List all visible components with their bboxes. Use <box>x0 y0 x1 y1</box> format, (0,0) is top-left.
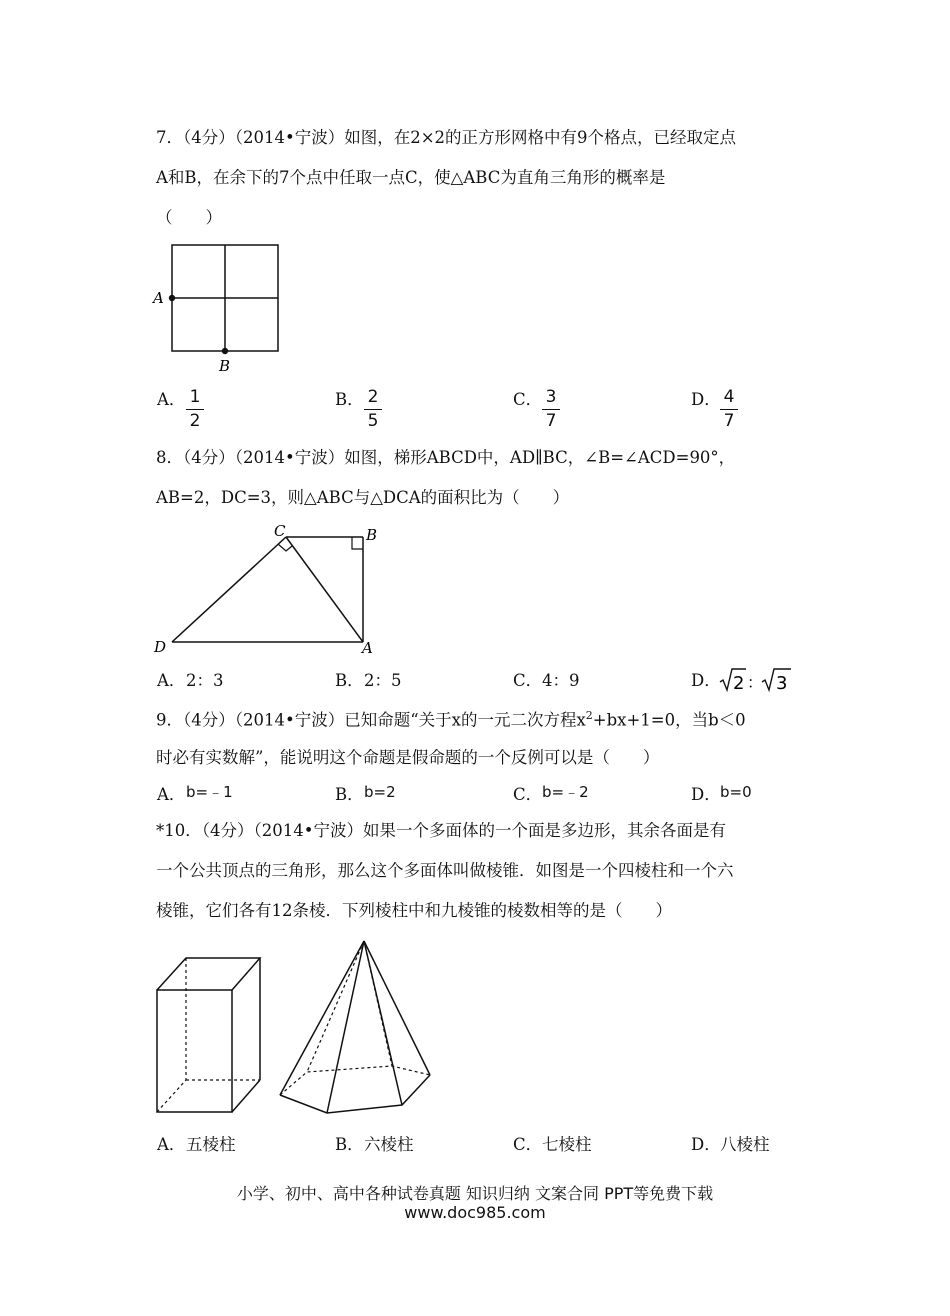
q10-option-a-text: 五棱柱 <box>186 1135 236 1154</box>
q7-grid-figure <box>150 238 290 378</box>
prism-top-face <box>157 958 260 990</box>
q7-label-b: B <box>219 357 231 375</box>
q7-option-a-fraction <box>186 389 204 430</box>
q10-option-d-letter: D． <box>691 1135 721 1154</box>
q7-line2: A和B，在余下的7个点中任取一点C，使△ABC为直角三角形的概率是 <box>156 168 666 187</box>
q9-line2: 时必有实数解”，能说明这个命题是假命题的一个反例可以是（ ） <box>156 748 660 767</box>
q7-option-a-den: 2 <box>189 411 201 431</box>
q7-option-c-den: 7 <box>545 411 557 431</box>
q10-option-b-letter: B． <box>335 1135 364 1154</box>
q10-line3: 棱锥，它们各有12条棱．下列棱柱中和九棱锥的棱数相等的是（ ） <box>156 901 672 920</box>
q8-option-c-letter: C． <box>513 671 543 690</box>
q8-label-a: A <box>362 639 373 657</box>
q7-label-a: A <box>153 289 164 307</box>
q10-option-d-text: 八棱柱 <box>720 1135 770 1154</box>
pyramid-hidden-edge-1 <box>307 941 364 1072</box>
q7-point-a <box>169 295 175 301</box>
q8-right-angle-b <box>352 537 363 549</box>
q8-line2: AB=2，DC=3，则△ABC与△DCA的面积比为（ ） <box>156 488 570 507</box>
footer-website-link[interactable]: www.doc985.com <box>404 1203 546 1222</box>
q8-option-b-letter: B． <box>335 671 364 690</box>
pyramid-front-base <box>280 1075 430 1113</box>
q9-line1 <box>156 710 746 729</box>
q10-option-c-letter: C． <box>513 1135 543 1154</box>
q8-option-d-radicand-2: 3 <box>776 673 788 694</box>
q8-option-a-text: 2：3 <box>186 671 224 690</box>
q8-right-angle-c <box>278 544 292 551</box>
q9-option-c-letter: C． <box>513 785 543 804</box>
q10-prism-figure <box>150 950 270 1120</box>
q9-line1-pre: 9．（4分）（2014•宁波）已知命题“关于x的一元二次方程x <box>156 710 586 730</box>
q8-side-dc <box>172 537 286 642</box>
prism-hidden-diagonal <box>157 1080 186 1112</box>
q8-label-d: D <box>154 638 167 656</box>
q8-diagonal-ca <box>286 537 363 642</box>
pyramid-edge-2 <box>327 941 364 1113</box>
prism-front-face <box>157 990 232 1112</box>
pyramid-edge-4 <box>364 941 430 1075</box>
q8-label-c: C <box>274 522 286 540</box>
q9-option-b-letter: B． <box>335 785 364 804</box>
q9-option-a-letter: A． <box>157 785 186 804</box>
q10-pyramid-figure <box>272 935 442 1115</box>
pyramid-hidden-base <box>280 1066 430 1095</box>
q8-option-d-radicand-1: 2 <box>733 673 745 694</box>
q10-line1: *10．（4分）（2014•宁波）如果一个多面体的一个面是多边形，其余各面是有 <box>156 821 726 840</box>
q8-trapezoid-figure <box>150 520 390 660</box>
q9-superscript: 2 <box>585 709 593 722</box>
q7-option-c-letter: C． <box>513 390 543 409</box>
q9-option-b-text: b=2 <box>364 783 396 801</box>
q8-option-a-letter: A． <box>157 671 186 690</box>
q9-option-a-text: b=﹣1 <box>186 783 233 801</box>
prism-bottom-right-edge <box>232 1080 260 1112</box>
q10-option-a-letter: A． <box>157 1135 186 1154</box>
q9-option-c-text: b=﹣2 <box>542 783 589 801</box>
q8-option-d-letter: D． <box>691 671 721 690</box>
q10-line2: 一个公共顶点的三角形，那么这个多面体叫做棱锥．如图是一个四棱柱和一个六 <box>156 861 734 880</box>
q10-option-b-text: 六棱柱 <box>364 1135 414 1154</box>
q7-option-b-letter: B． <box>335 390 364 409</box>
q7-option-d-letter: D． <box>691 390 721 409</box>
q8-option-b-text: 2：5 <box>364 671 402 690</box>
q8-option-d-separator: ： <box>747 673 764 692</box>
q7-option-c-fraction <box>542 389 560 430</box>
q8-label-b: B <box>366 526 378 544</box>
q7-option-a-num: 1 <box>186 389 204 410</box>
q8-option-c-text: 4：9 <box>542 671 580 690</box>
q10-option-c-text: 七棱柱 <box>542 1135 592 1154</box>
q9-option-d-letter: D． <box>691 785 721 804</box>
q9-line1-post: +bx+1=0，当b＜0 <box>592 710 746 730</box>
q7-answer-paren: （ ） <box>156 208 222 227</box>
q7-option-c-num: 3 <box>542 389 560 410</box>
q9-option-d-text: b=0 <box>720 783 752 801</box>
q7-line1: 7．（4分）（2014•宁波）如图，在2×2的正方形网格中有9个格点，已经取定点 <box>156 128 737 147</box>
q7-option-d-fraction <box>720 389 738 430</box>
q8-option-d-radicals <box>718 666 798 694</box>
q8-line1: 8．（4分）（2014•宁波）如图，梯形ABCD中，AD∥BC，∠B=∠ACD=90°， <box>156 448 736 467</box>
q7-option-d-den: 7 <box>723 411 735 431</box>
pyramid-edge-1 <box>280 941 364 1095</box>
footer-promo-text: 小学、初中、高中各种试卷真题 知识归纳 文案合同 PPT等免费下载 <box>236 1184 714 1203</box>
q7-option-a-letter: A． <box>157 390 186 409</box>
q7-point-b <box>222 348 228 354</box>
q7-option-b-fraction <box>364 389 382 430</box>
q7-option-d-num: 4 <box>720 389 738 410</box>
q7-option-b-num: 2 <box>364 389 382 410</box>
q7-option-b-den: 5 <box>367 411 379 431</box>
